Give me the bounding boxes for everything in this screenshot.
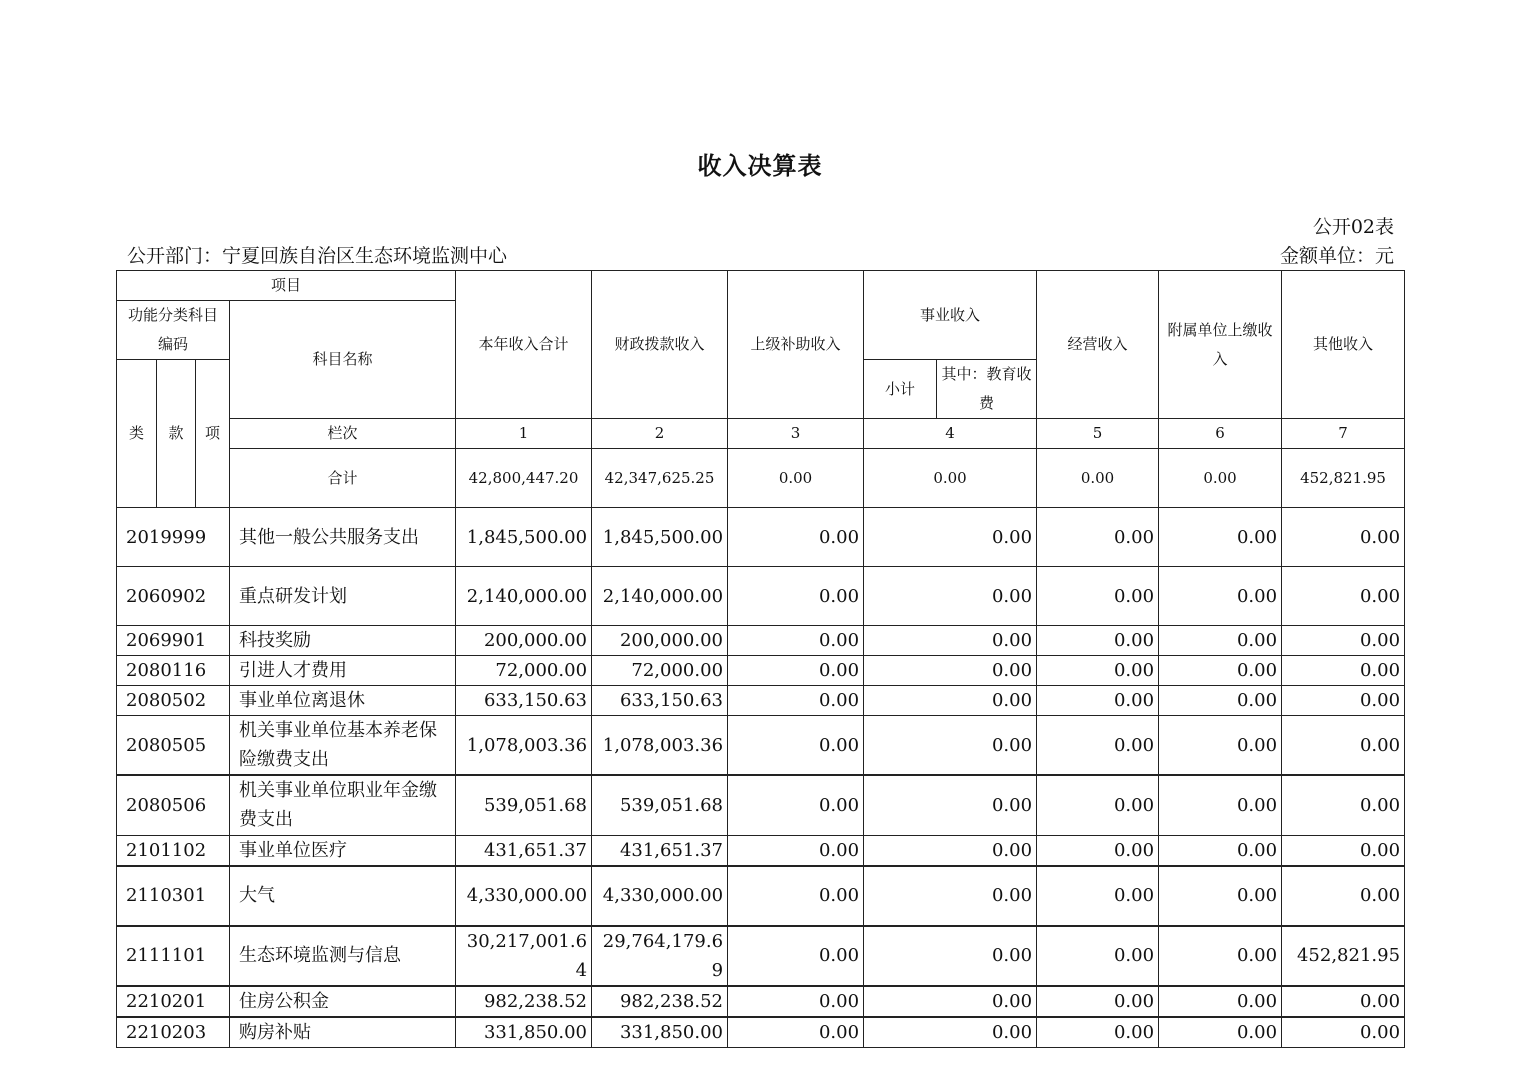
row-cell-operation: 0.00 xyxy=(1037,1017,1159,1048)
row-cell-total: 200,000.00 xyxy=(456,626,592,656)
row-cell-total: 331,850.00 xyxy=(456,1017,592,1048)
row-code: 2019999 xyxy=(117,508,230,567)
row-subject-name: 住房公积金 xyxy=(230,986,456,1017)
total-cell-operation: 0.00 xyxy=(1037,449,1159,508)
header-lei: 类 xyxy=(117,360,157,508)
row-code: 2110301 xyxy=(117,866,230,926)
header-subject-name: 科目名称 xyxy=(230,301,456,419)
row-subject-name: 重点研发计划 xyxy=(230,567,456,626)
income-table xyxy=(116,270,1405,1048)
row-cell-operation: 0.00 xyxy=(1037,508,1159,567)
row-cell-superior: 0.00 xyxy=(728,716,864,776)
row-cell-business: 0.00 xyxy=(864,686,1037,716)
row-cell-business: 0.00 xyxy=(864,626,1037,656)
row-cell-operation: 0.00 xyxy=(1037,656,1159,686)
row-cell-affiliate: 0.00 xyxy=(1159,686,1282,716)
row-subject-name: 事业单位离退休 xyxy=(230,686,456,716)
row-cell-total: 72,000.00 xyxy=(456,656,592,686)
col-number-4: 4 xyxy=(864,419,1037,449)
header-col-business: 事业收入 xyxy=(864,271,1037,360)
row-cell-affiliate: 0.00 xyxy=(1159,866,1282,926)
row-cell-operation: 0.00 xyxy=(1037,775,1159,835)
row-subject-name: 引进人才费用 xyxy=(230,656,456,686)
row-subject-name: 大气 xyxy=(230,866,456,926)
row-cell-affiliate: 0.00 xyxy=(1159,656,1282,686)
row-cell-fiscal: 72,000.00 xyxy=(592,656,728,686)
row-code: 2101102 xyxy=(117,835,230,866)
row-cell-total: 1,845,500.00 xyxy=(456,508,592,567)
header-row-label: 栏次 xyxy=(230,419,456,449)
header-col-affiliate: 附属单位上缴收入 xyxy=(1159,271,1282,419)
row-cell-fiscal: 1,845,500.00 xyxy=(592,508,728,567)
col-number-6: 6 xyxy=(1159,419,1282,449)
row-code: 2111101 xyxy=(117,926,230,986)
row-subject-name: 生态环境监测与信息 xyxy=(230,926,456,986)
table-row xyxy=(117,508,1405,567)
row-cell-affiliate: 0.00 xyxy=(1159,1017,1282,1048)
row-code: 2080506 xyxy=(117,775,230,835)
header-col-superior: 上级补助收入 xyxy=(728,271,864,419)
row-cell-operation: 0.00 xyxy=(1037,835,1159,866)
row-cell-other: 0.00 xyxy=(1282,835,1405,866)
table-row xyxy=(117,775,1405,835)
row-cell-total: 539,051.68 xyxy=(456,775,592,835)
row-cell-other: 0.00 xyxy=(1282,716,1405,776)
col-number-7: 7 xyxy=(1282,419,1405,449)
total-cell-fiscal: 42,347,625.25 xyxy=(592,449,728,508)
row-cell-other: 0.00 xyxy=(1282,866,1405,926)
row-cell-affiliate: 0.00 xyxy=(1159,775,1282,835)
header-kuan: 款 xyxy=(157,360,196,508)
row-cell-other: 0.00 xyxy=(1282,567,1405,626)
row-cell-superior: 0.00 xyxy=(728,926,864,986)
department-label: 公开部门：宁夏回族自治区生态环境监测中心 xyxy=(127,245,508,267)
row-cell-other: 0.00 xyxy=(1282,656,1405,686)
row-cell-superior: 0.00 xyxy=(728,626,864,656)
col-number-2: 2 xyxy=(592,419,728,449)
row-code: 2069901 xyxy=(117,626,230,656)
table-row xyxy=(117,926,1405,986)
row-cell-total: 30,217,001.64 xyxy=(456,926,592,986)
row-cell-fiscal: 982,238.52 xyxy=(592,986,728,1017)
total-cell-business: 0.00 xyxy=(864,449,1037,508)
row-subject-name: 机关事业单位职业年金缴费支出 xyxy=(230,775,456,835)
row-cell-business: 0.00 xyxy=(864,775,1037,835)
row-cell-business: 0.00 xyxy=(864,716,1037,776)
row-cell-other: 452,821.95 xyxy=(1282,926,1405,986)
row-cell-affiliate: 0.00 xyxy=(1159,835,1282,866)
row-cell-fiscal: 331,850.00 xyxy=(592,1017,728,1048)
total-cell-other: 452,821.95 xyxy=(1282,449,1405,508)
row-cell-business: 0.00 xyxy=(864,866,1037,926)
row-cell-other: 0.00 xyxy=(1282,775,1405,835)
row-cell-operation: 0.00 xyxy=(1037,866,1159,926)
row-cell-affiliate: 0.00 xyxy=(1159,716,1282,776)
row-cell-superior: 0.00 xyxy=(728,775,864,835)
row-cell-superior: 0.00 xyxy=(728,835,864,866)
table-body xyxy=(117,508,1405,1048)
row-cell-affiliate: 0.00 xyxy=(1159,508,1282,567)
row-cell-superior: 0.00 xyxy=(728,986,864,1017)
row-cell-other: 0.00 xyxy=(1282,986,1405,1017)
row-cell-superior: 0.00 xyxy=(728,1017,864,1048)
row-cell-total: 982,238.52 xyxy=(456,986,592,1017)
page-title: 收入决算表 xyxy=(697,151,823,180)
table-row xyxy=(117,1017,1405,1048)
row-cell-business: 0.00 xyxy=(864,835,1037,866)
row-code: 2210201 xyxy=(117,986,230,1017)
row-code: 2210203 xyxy=(117,1017,230,1048)
header-col-operation: 经营收入 xyxy=(1037,271,1159,419)
table-row xyxy=(117,686,1405,716)
row-cell-fiscal: 4,330,000.00 xyxy=(592,866,728,926)
table-row xyxy=(117,866,1405,926)
table-row xyxy=(117,567,1405,626)
row-cell-total: 1,078,003.36 xyxy=(456,716,592,776)
row-cell-operation: 0.00 xyxy=(1037,567,1159,626)
row-cell-other: 0.00 xyxy=(1282,686,1405,716)
row-cell-fiscal: 1,078,003.36 xyxy=(592,716,728,776)
row-cell-total: 2,140,000.00 xyxy=(456,567,592,626)
row-cell-superior: 0.00 xyxy=(728,656,864,686)
row-cell-fiscal: 200,000.00 xyxy=(592,626,728,656)
header-sub-edu: 其中：教育收费 xyxy=(937,360,1037,419)
row-code: 2080502 xyxy=(117,686,230,716)
row-cell-operation: 0.00 xyxy=(1037,686,1159,716)
header-col-fiscal: 财政拨款收入 xyxy=(592,271,728,419)
header-col-total: 本年收入合计 xyxy=(456,271,592,419)
form-number: 公开02表 xyxy=(1312,216,1394,238)
row-cell-affiliate: 0.00 xyxy=(1159,567,1282,626)
row-code: 2060902 xyxy=(117,567,230,626)
header-sub-xiaoji: 小计 xyxy=(864,360,937,419)
row-cell-superior: 0.00 xyxy=(728,508,864,567)
amount-unit-label: 金额单位：元 xyxy=(1279,245,1394,267)
total-row xyxy=(117,449,1405,508)
row-cell-business: 0.00 xyxy=(864,986,1037,1017)
row-cell-operation: 0.00 xyxy=(1037,626,1159,656)
table-row xyxy=(117,656,1405,686)
row-subject-name: 其他一般公共服务支出 xyxy=(230,508,456,567)
total-label: 合计 xyxy=(230,449,456,508)
table-header xyxy=(117,271,1405,508)
row-cell-total: 633,150.63 xyxy=(456,686,592,716)
col-number-1: 1 xyxy=(456,419,592,449)
row-cell-other: 0.00 xyxy=(1282,626,1405,656)
row-cell-business: 0.00 xyxy=(864,656,1037,686)
row-cell-fiscal: 29,764,179.69 xyxy=(592,926,728,986)
row-cell-affiliate: 0.00 xyxy=(1159,986,1282,1017)
total-cell-total: 42,800,447.20 xyxy=(456,449,592,508)
total-cell-superior: 0.00 xyxy=(728,449,864,508)
table-row xyxy=(117,986,1405,1017)
total-cell-affiliate: 0.00 xyxy=(1159,449,1282,508)
header-func-code: 功能分类科目编码 xyxy=(117,301,230,360)
row-cell-affiliate: 0.00 xyxy=(1159,926,1282,986)
row-cell-operation: 0.00 xyxy=(1037,986,1159,1017)
row-code: 2080116 xyxy=(117,656,230,686)
row-cell-business: 0.00 xyxy=(864,926,1037,986)
table-row xyxy=(117,835,1405,866)
header-xiang: 项 xyxy=(196,360,230,508)
row-cell-operation: 0.00 xyxy=(1037,716,1159,776)
table-row xyxy=(117,626,1405,656)
row-cell-total: 4,330,000.00 xyxy=(456,866,592,926)
table-row xyxy=(117,716,1405,776)
row-cell-business: 0.00 xyxy=(864,567,1037,626)
row-cell-superior: 0.00 xyxy=(728,686,864,716)
row-cell-fiscal: 539,051.68 xyxy=(592,775,728,835)
row-subject-name: 科技奖励 xyxy=(230,626,456,656)
col-number-3: 3 xyxy=(728,419,864,449)
row-cell-fiscal: 633,150.63 xyxy=(592,686,728,716)
header-col-other: 其他收入 xyxy=(1282,271,1405,419)
row-cell-business: 0.00 xyxy=(864,1017,1037,1048)
row-cell-business: 0.00 xyxy=(864,508,1037,567)
row-cell-superior: 0.00 xyxy=(728,567,864,626)
header-project: 项目 xyxy=(117,271,456,301)
row-cell-superior: 0.00 xyxy=(728,866,864,926)
row-cell-fiscal: 2,140,000.00 xyxy=(592,567,728,626)
row-cell-operation: 0.00 xyxy=(1037,926,1159,986)
row-code: 2080505 xyxy=(117,716,230,776)
row-cell-other: 0.00 xyxy=(1282,1017,1405,1048)
row-subject-name: 购房补贴 xyxy=(230,1017,456,1048)
row-subject-name: 机关事业单位基本养老保险缴费支出 xyxy=(230,716,456,776)
col-number-5: 5 xyxy=(1037,419,1159,449)
row-cell-affiliate: 0.00 xyxy=(1159,626,1282,656)
row-cell-other: 0.00 xyxy=(1282,508,1405,567)
row-cell-total: 431,651.37 xyxy=(456,835,592,866)
row-subject-name: 事业单位医疗 xyxy=(230,835,456,866)
row-cell-fiscal: 431,651.37 xyxy=(592,835,728,866)
